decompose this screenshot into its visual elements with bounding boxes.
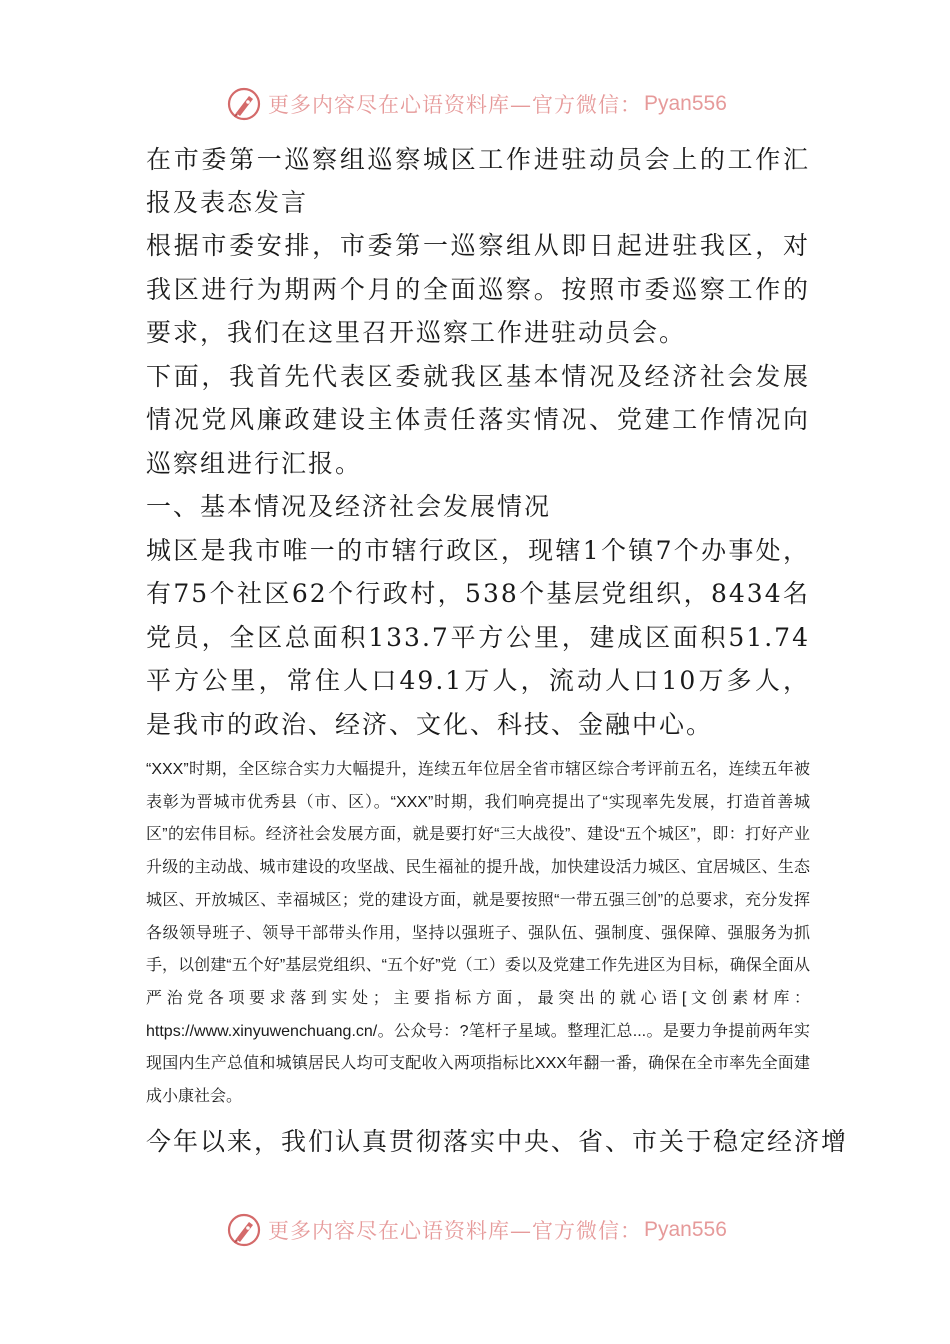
paragraph-development-goals: “XXX”时期，全区综合实力大幅提升，连续五年位居全省市辖区综合考评前五名，连续五年被表彰为晋城市优秀县（市、区）。“XXX”时期，我们响亮提出了“实现率先发展，打造首善城区”的宏伟目标。经济社会发展方面，就是要打好“三大战役”、建设“五个城区”，即：打好产业升级的主动战、城市建设的攻坚战、民生福祉的提升战，加快建设活力城区、宜居城区、生态城区、开放城区、幸福城区；党的建设方面，就是要按照“一带五强三创”的总要求，充分发挥各级领导班子、领导干部带头作用，坚持以强班子、强队伍、强制度、强保障、强服务为抓手，以创建“五个好”基层党组织、“五个好”党（工）委以及党建工作先进区为目标，确保全面从严治党各项要求落到实处；主要指标方面，最突出的就心语[文创素材库：https://www.xinyuwenchuang.cn/。公众号：?笔杆子星域。整理汇总...。是要力争提前两年实现国内生产总值和城镇居民人均可支配收入两项指标比XXX年翻一番，确保在全市率先全面建成小康社会。	[146, 761, 810, 1106]
section-heading: 一、基本情况及经济社会发展情况	[146, 492, 552, 521]
footer-banner	[0, 1210, 950, 1250]
paragraph-this-year: 今年以来，我们认真贯彻落实中央、省、市关于稳定经济增	[146, 1126, 849, 1156]
paragraph-report-scope: 下面，我首先代表区委就我区基本情况及经济社会发展情况党风廉政建设主体责任落实情况、党建工作情况向巡察组进行汇报。	[146, 361, 810, 478]
header-banner	[0, 84, 950, 124]
banner-wechat-handle: Pyan556	[644, 92, 727, 115]
paragraph-district-stats: 城区是我市唯一的市辖行政区，现辖1个镇7个办事处，有75个社区62个行政村，538个基层党组织，8434名党员，全区总面积133.7平方公里，建成区面积51.74平方公里，常住人口49.1万人，流动人口10万多人，是我市的政治、经济、文化、科技、金融中心。	[146, 535, 810, 739]
pen-nib-logo-icon	[226, 1212, 262, 1248]
banner-site-text: 更多内容尽在心语资料库—官方微信：	[268, 93, 642, 117]
document-title: 在市委第一巡察组巡察城区工作进驻动员会上的工作汇报及表态发言	[146, 145, 810, 217]
banner-wechat-handle: Pyan556	[644, 1218, 727, 1241]
pen-nib-logo-icon	[226, 86, 262, 122]
paragraph-intro: 根据市委安排，市委第一巡察组从即日起进驻我区，对我区进行为期两个月的全面巡察。按照市委巡察工作的要求，我们在这里召开巡察工作进驻动员会。	[146, 231, 810, 347]
banner-site-text: 更多内容尽在心语资料库—官方微信：	[268, 1219, 642, 1243]
document-body	[146, 138, 849, 1163]
